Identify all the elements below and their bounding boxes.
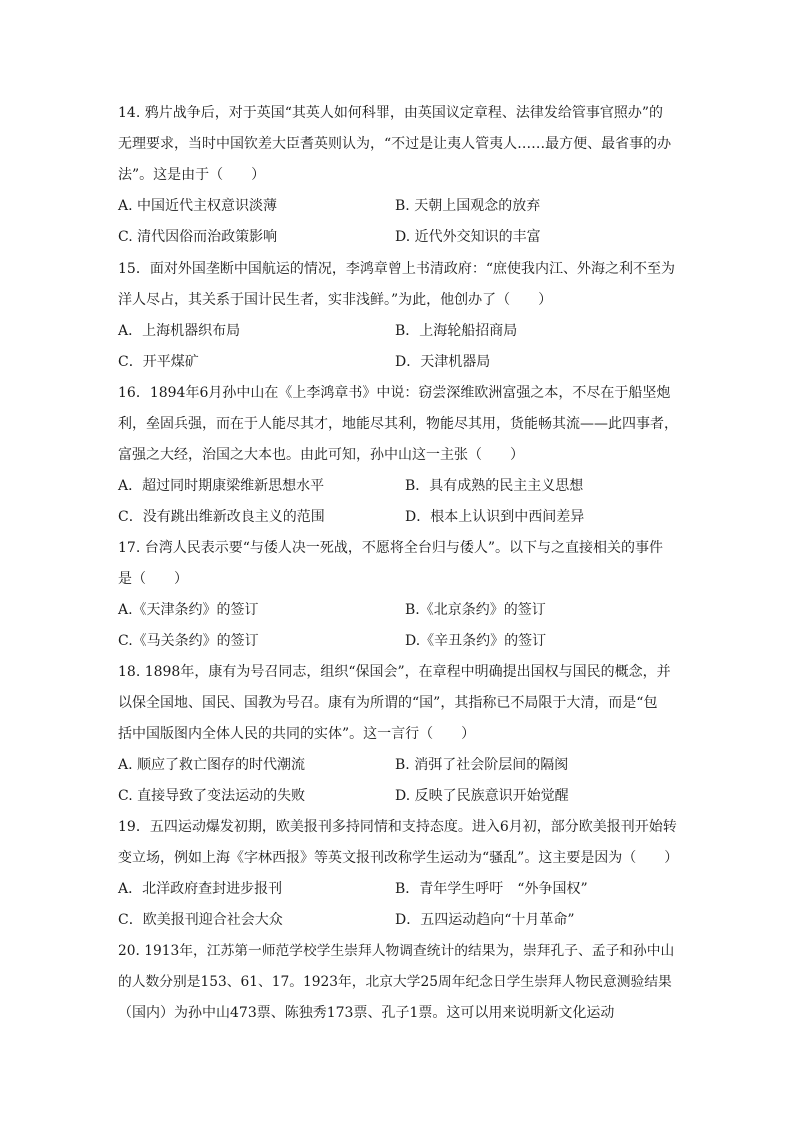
option-d: D. 反映了民族意识开始觉醒 (395, 788, 569, 804)
question-text-line: 19．五四运动爆发初期，欧美报刊多持同情和支持态度。进入6月初，部分欧美报刊开始转 (118, 819, 677, 835)
question-text-line: 变立场，例如上海《字林西报》等英文报刊改称学生运动为“骚乱”。这主要是因为（ ） (118, 850, 679, 866)
option-c: C．开平煤矿 (118, 354, 199, 370)
question-text-line: 富强之大经，治国之大本也。由此可知，孙中山这一主张（ ） (118, 447, 524, 463)
question-text-line: 无理要求，当时中国钦差大臣耆英则认为，“不过是让夷人管夷人……最方便、最省事的办 (118, 136, 672, 152)
question-text-line: 18. 1898年，康有为号召同志，组织“保国会”，在章程中明确提出国权与国民的概念，并 (118, 664, 671, 680)
option-b: B．具有成熟的民主主义思想 (405, 478, 584, 494)
question-text-line: 括中国版图内全体人民的共同的实体”。这一言行（ ） (118, 726, 476, 742)
option-c: C. 直接导致了变法运动的失败 (118, 788, 306, 804)
option-b: B.《北京条约》的签订 (405, 602, 546, 618)
option-d: D．五四运动趋向“十月革命” (395, 912, 575, 928)
option-b: B. 消弭了社会阶层间的隔阂 (395, 757, 569, 773)
question-text-line: 17. 台湾人民表示要“与倭人决一死战，不愿将全台归与倭人”。以下与之直接相关的事件 (118, 540, 664, 556)
question-text-line: 是（ ） (118, 571, 188, 587)
option-d: D.《辛丑条约》的签订 (405, 633, 547, 649)
option-a: A．上海机器织布局 (118, 323, 241, 339)
option-b: B．上海轮船招商局 (395, 323, 518, 339)
option-b: B. 天朝上国观念的放弃 (395, 198, 541, 214)
option-a: A．北洋政府查封进步报刊 (118, 881, 283, 897)
question-text-line: 14. 鸦片战争后，对于英国“其英人如何科罪，由英国议定章程、法律发给管事官照办”的 (118, 105, 664, 121)
option-c: C. 清代因俗而治政策影响 (118, 229, 278, 245)
option-c: C.《马关条约》的签订 (118, 633, 259, 649)
question-text-line: 以保全国地、国民、国教为号召。康有为所谓的“国”，其指称已不局限于大清，而是“包 (118, 695, 658, 711)
question-text-line: 洋人尽占，其关系于国计民生者，实非浅鲜。”为此，他创办了（ ） (118, 292, 553, 308)
option-c: C．欧美报刊迎合社会大众 (118, 912, 283, 928)
option-a: A. 顺应了救亡图存的时代潮流 (118, 757, 306, 773)
option-a: A.《天津条约》的签订 (118, 602, 259, 618)
question-text-line: （国内）为孙中山473票、陈独秀173票、孔子1票。这可以用来说明新文化运动 (118, 1005, 615, 1021)
question-text-line: 20. 1913年，江苏第一师范学校学生崇拜人物调查统计的结果为，崇拜孔子、孟子和孙中山 (118, 943, 675, 959)
question-text-line: 利，垒固兵强，而在于人能尽其才，地能尽其利，物能尽其用，货能畅其流——此四事者， (118, 416, 678, 432)
question-text-line: 法”。这是由于（ ） (118, 167, 266, 183)
question-text-line: 15．面对外国垄断中国航运的情况，李鸿章曾上书清政府：“庶使我内江、外海之利不至为 (118, 261, 675, 277)
option-b: B．青年学生呼吁 “外争国权” (395, 881, 588, 897)
option-a: A. 中国近代主权意识淡薄 (118, 198, 278, 214)
option-c: C．没有跳出维新改良主义的范围 (118, 509, 325, 525)
option-d: D. 近代外交知识的丰富 (395, 229, 541, 245)
question-text-line: 的人数分别是153、61、17。1923年，北京大学25周年纪念日学生崇拜人物民意测验结果 (118, 974, 672, 990)
option-d: D．根本上认识到中西间差异 (405, 509, 585, 525)
option-a: A．超过同时期康梁维新思想水平 (118, 478, 325, 494)
option-d: D．天津机器局 (395, 354, 491, 370)
question-text-line: 16．1894年6月孙中山在《上李鸿章书》中说：窃尝深维欧洲富强之本，不尽在于船坚炮 (118, 385, 671, 401)
